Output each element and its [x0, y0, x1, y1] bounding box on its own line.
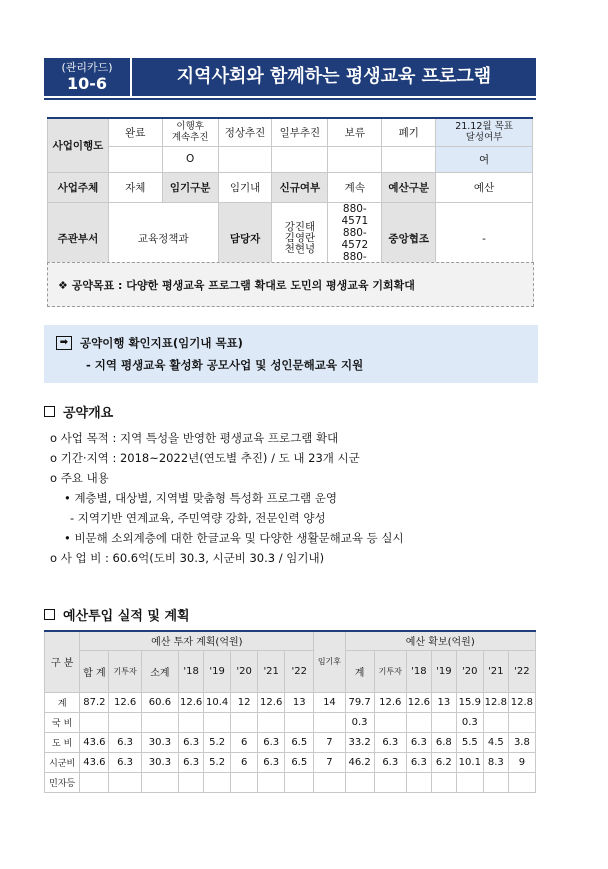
status-header: 폐기: [382, 118, 436, 146]
budget-row-label: 민자등: [45, 772, 80, 792]
secured-value-cell: 4.5: [483, 732, 508, 752]
card-number: 10-6: [66, 74, 108, 93]
category-header: 구 분: [45, 631, 80, 692]
budget-heading: [44, 605, 190, 624]
status-value: [382, 146, 436, 172]
term-value: 임기내: [218, 172, 272, 202]
secured-value-cell: 5.5: [456, 732, 483, 752]
secured-value-cell: 13: [431, 692, 456, 712]
after-term-cell: 7: [314, 732, 345, 752]
secured-value-cell: [431, 712, 456, 732]
secured-value-cell: [483, 712, 508, 732]
budget-type-label: 예산구분: [382, 172, 436, 202]
after-term-cell: [314, 772, 345, 792]
budget-row-label: 시군비: [45, 752, 80, 772]
secured-value-cell: 15.9: [456, 692, 483, 712]
after-term-cell: 7: [314, 752, 345, 772]
secured-value-cell: [374, 772, 406, 792]
secured-value-cell: 6.8: [431, 732, 456, 752]
secured-column-header: '19: [431, 650, 456, 692]
plan-column-header: 기투자: [109, 650, 141, 692]
goal-achievement-header: 21.12월 목표 달성여부: [436, 118, 533, 146]
plan-value-cell: 12.6: [258, 692, 285, 712]
plan-column-header: '22: [285, 650, 314, 692]
plan-column-header: 소계: [141, 650, 178, 692]
plan-value-cell: [179, 772, 204, 792]
overview-body: [50, 428, 550, 568]
plan-value-cell: 12.6: [109, 692, 141, 712]
secured-value-cell: 9: [508, 752, 535, 772]
secured-value-cell: 8.3: [483, 752, 508, 772]
plan-column-header: '19: [204, 650, 231, 692]
budget-row: [45, 692, 536, 712]
budget-table: [44, 630, 536, 793]
secured-column-header: '21: [483, 650, 508, 692]
secured-value-cell: 10.1: [456, 752, 483, 772]
secured-value-cell: 6.3: [374, 752, 406, 772]
arrow-right-icon: ➡: [56, 336, 72, 350]
status-value: [272, 146, 328, 172]
plan-value-cell: [231, 712, 258, 732]
secured-column-header: '20: [456, 650, 483, 692]
secured-value-cell: [406, 772, 431, 792]
secured-value-cell: 6.2: [431, 752, 456, 772]
overview-line: • 비문해 소외계층에 대한 한글교육 및 다양한 생활문해교육 등 실시: [64, 531, 404, 545]
plan-value-cell: 6.5: [285, 752, 314, 772]
overview-heading: [44, 402, 113, 421]
plan-value-cell: 6.3: [179, 732, 204, 752]
management-card-badge: [44, 58, 130, 96]
plan-value-cell: [80, 772, 109, 792]
pledge-goal-box: ❖ 공약목표 : 다양한 평생교육 프로그램 확대로 도민의 평생교육 기회확대: [47, 262, 534, 307]
plan-value-cell: [258, 772, 285, 792]
plan-value-cell: 60.6: [141, 692, 178, 712]
plan-column-header: '18: [179, 650, 204, 692]
plan-value-cell: 10.4: [204, 692, 231, 712]
overview-line: • 계층별, 대상별, 지역별 맞춤형 특성화 프로그램 운영: [64, 491, 337, 505]
overview-line: o 기간·지역 : 2018~2022년(연도별 추진) / 도 내 23개 시군: [50, 451, 360, 465]
plan-value-cell: 6.3: [179, 752, 204, 772]
overview-line: o 사 업 비 : 60.6억(도비 30.3, 시군비 30.3 / 임기내): [50, 551, 325, 565]
secured-value-cell: [345, 772, 374, 792]
coop-value: -: [436, 202, 533, 276]
secured-value-cell: [456, 772, 483, 792]
plan-column-header: '21: [258, 650, 285, 692]
manager-name: 강진태: [284, 221, 316, 233]
indicator-title: 공약이행 확인지표(임기내 목표): [80, 336, 243, 350]
plan-group-header: 예산 투자 계획(억원): [80, 631, 314, 650]
plan-value-cell: [80, 712, 109, 732]
overview-line: - 지역기반 연계교육, 주민역량 강화, 전문인력 양성: [70, 511, 326, 525]
budget-row-label: 국 비: [45, 712, 80, 732]
secured-value-cell: 46.2: [345, 752, 374, 772]
card-label: (관리카드): [61, 61, 113, 74]
budget-title: 예산투입 실적 및 계획: [63, 609, 190, 624]
header-divider: [44, 98, 536, 100]
plan-value-cell: 5.2: [204, 752, 231, 772]
status-header: 일부추진: [272, 118, 328, 146]
dept-value: 교육정책과: [108, 202, 218, 276]
dept-label: 주관부서: [48, 202, 109, 276]
new-value: 계속: [328, 172, 382, 202]
secured-value-cell: 79.7: [345, 692, 374, 712]
secured-value-cell: 3.8: [508, 732, 535, 752]
after-term-cell: 14: [314, 692, 345, 712]
manager-name: 천현녕: [284, 243, 316, 255]
budget-row-label: 계: [45, 692, 80, 712]
page-title: 지역사회와 함께하는 평생교육 프로그램: [132, 58, 536, 96]
plan-value-cell: [285, 712, 314, 732]
secured-value-cell: 6.3: [406, 752, 431, 772]
manager-phone: 880-4571: [341, 202, 369, 227]
plan-value-cell: 43.6: [80, 752, 109, 772]
plan-value-cell: 12.6: [179, 692, 204, 712]
status-value: [328, 146, 382, 172]
progress-label: 사업이행도: [48, 118, 109, 172]
indicator-detail: - 지역 평생교육 활성화 공모사업 및 성인문해교육 지원: [86, 358, 364, 372]
secured-value-cell: 0.3: [345, 712, 374, 732]
plan-value-cell: 6: [231, 752, 258, 772]
plan-value-cell: [109, 712, 141, 732]
plan-value-cell: [179, 712, 204, 732]
manager-phone: 880-4572: [341, 226, 369, 251]
plan-value-cell: [141, 712, 178, 732]
manager-name: 김영란: [284, 232, 316, 244]
secured-value-cell: 0.3: [456, 712, 483, 732]
term-label: 임기구분: [162, 172, 218, 202]
plan-value-cell: 6.5: [285, 732, 314, 752]
status-header: 보류: [328, 118, 382, 146]
budget-row-label: 도 비: [45, 732, 80, 752]
plan-value-cell: 87.2: [80, 692, 109, 712]
new-label: 신규여부: [272, 172, 328, 202]
plan-value-cell: 6.3: [258, 732, 285, 752]
goal-achievement-value: 여: [436, 146, 533, 172]
secured-value-cell: 12.8: [483, 692, 508, 712]
secured-value-cell: [374, 712, 406, 732]
indicator-box: [44, 325, 538, 383]
secured-value-cell: [406, 712, 431, 732]
overview-title: 공약개요: [63, 406, 114, 421]
plan-value-cell: 6.3: [258, 752, 285, 772]
secured-value-cell: 33.2: [345, 732, 374, 752]
secured-column-header: 기투자: [374, 650, 406, 692]
overview-line: o 주요 내용: [50, 471, 109, 485]
plan-value-cell: [141, 772, 178, 792]
secured-value-cell: 6.3: [374, 732, 406, 752]
secured-group-header: 예산 확보(억원): [345, 631, 535, 650]
budget-row: [45, 772, 536, 792]
plan-column-header: 합 계: [80, 650, 109, 692]
plan-value-cell: 13: [285, 692, 314, 712]
status-value: [218, 146, 272, 172]
secured-column-header: '22: [508, 650, 535, 692]
secured-value-cell: [508, 772, 535, 792]
status-header: 정상추진: [218, 118, 272, 146]
coop-label: 중앙협조: [382, 202, 436, 276]
plan-value-cell: [204, 772, 231, 792]
square-bullet-icon: [44, 609, 55, 620]
subject-value: 자체: [108, 172, 162, 202]
secured-value-cell: 12.6: [406, 692, 431, 712]
status-value: O: [162, 146, 218, 172]
subject-label: 사업주체: [48, 172, 109, 202]
secured-value-cell: 6.3: [406, 732, 431, 752]
project-info-table: [47, 117, 533, 277]
overview-line: o 사업 목적 : 지역 특성을 반영한 평생교육 프로그램 확대: [50, 431, 339, 445]
secured-column-header: 계: [345, 650, 374, 692]
manager-label: 담당자: [218, 202, 272, 276]
plan-value-cell: [204, 712, 231, 732]
status-value: [108, 146, 162, 172]
after-term-header: 임기후: [314, 631, 345, 692]
budget-row: [45, 752, 536, 772]
plan-value-cell: 43.6: [80, 732, 109, 752]
plan-value-cell: 6: [231, 732, 258, 752]
plan-value-cell: 30.3: [141, 752, 178, 772]
manager-phone: 880-: [342, 250, 367, 263]
after-term-cell: [314, 712, 345, 732]
budget-type-value: 예산: [436, 172, 533, 202]
plan-column-header: '20: [231, 650, 258, 692]
plan-value-cell: 6.3: [109, 732, 141, 752]
secured-column-header: '18: [406, 650, 431, 692]
square-bullet-icon: [44, 406, 55, 417]
status-header: 완료: [108, 118, 162, 146]
budget-row: [45, 712, 536, 732]
plan-value-cell: [285, 772, 314, 792]
secured-value-cell: 12.8: [508, 692, 535, 712]
secured-value-cell: [483, 772, 508, 792]
plan-value-cell: 6.3: [109, 752, 141, 772]
secured-value-cell: [431, 772, 456, 792]
plan-value-cell: 30.3: [141, 732, 178, 752]
plan-value-cell: 12: [231, 692, 258, 712]
status-header: 이행후 계속추진: [162, 118, 218, 146]
secured-value-cell: 12.6: [374, 692, 406, 712]
plan-value-cell: 5.2: [204, 732, 231, 752]
budget-row: [45, 732, 536, 752]
plan-value-cell: [231, 772, 258, 792]
plan-value-cell: [109, 772, 141, 792]
secured-value-cell: [508, 712, 535, 732]
plan-value-cell: [258, 712, 285, 732]
